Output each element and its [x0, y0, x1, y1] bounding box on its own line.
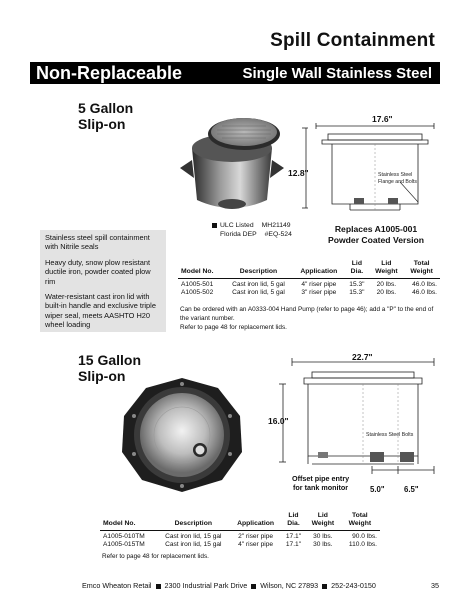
fifteen-gallon-right-dimension: 6.5"	[404, 485, 419, 494]
fifteen-gallon-spec-table: Lid Lid Total Model No. Description Application Dia. Weight Weight A1005-010TM Cast iron lid, 15 gal 2" riser pipe 17.1" 30 lbs. 90.0 lbs. A1005-015TM Cast iron lid, 15 gal 4" riser pipe 17.1" 30 lbs. 110.0 lbs.	[100, 512, 380, 549]
fifteen-gallon-replacement-note: Refer to page 48 for replacement lids.	[102, 553, 209, 560]
page-number: 35	[431, 581, 439, 590]
five-gallon-spec-table: Lid Lid Total Model No. Description Application Dia. Weight Weight A1005-501 Cast iron lid, 5 gal 4" riser pipe 15.3" 20 lbs. 46.0 lbs. A1005-502 Cast iron lid, 5 gal 3" riser pipe 15.3" 20 lbs. 46.0 lbs.	[178, 260, 440, 297]
table-row: A1005-015TM Cast iron lid, 15 gal 4" riser pipe 17.1" 30 lbs. 110.0 lbs.	[103, 541, 377, 548]
five-gallon-title: 5 Gallon Slip-on	[78, 100, 134, 132]
column-header: Description	[156, 520, 230, 531]
five-gallon-replacement-note: Refer to page 48 for replacement lids.	[180, 324, 287, 331]
banner-left-label: Non-Replaceable	[36, 63, 183, 83]
column-header: Application	[293, 268, 344, 279]
column-header: Weight	[403, 268, 440, 279]
column-header: Weight	[369, 268, 403, 279]
fifteen-gallon-dimension-drawing	[288, 352, 438, 492]
fifteen-gallon-height-dimension: 16.0"	[268, 416, 289, 426]
category-banner	[30, 62, 440, 84]
feature-item: Water-resistant cast iron lid with built-in handle and exclusive triple wiper seal, meets AASHTO H20 wheel loading	[45, 292, 156, 330]
column-header: Model No.	[100, 520, 156, 531]
five-gallon-hand-pump-note: Can be ordered with an A0333-004 Hand Pump (refer to page 46); add a "P" to the end of the variant number.	[180, 306, 434, 322]
page-title: Spill Containment	[270, 30, 435, 51]
replaces-note: Replaces A1005-001 Powder Coated Version	[328, 224, 424, 245]
fifteen-gallon-bolts-callout: Stainless Steel Bolts	[366, 432, 414, 438]
banner-right-label: Single Wall Stainless Steel	[242, 65, 432, 82]
five-gallon-height-dimension: 12.8"	[288, 168, 309, 178]
bullet-square-icon	[322, 584, 327, 589]
column-header: Dia.	[344, 268, 369, 279]
fifteen-gallon-product-photo	[118, 376, 246, 494]
column-header: Weight	[306, 520, 340, 531]
feature-item: Stainless steel spill containment with Nitrile seals	[45, 233, 150, 252]
fifteen-gallon-width-dimension: 22.7"	[352, 352, 373, 362]
bullet-square-icon	[156, 584, 161, 589]
offset-pipe-entry-label: Offset pipe entry for tank monitor	[292, 474, 350, 492]
features-box	[40, 230, 166, 332]
fifteen-gallon-title: 15 Gallon Slip-on	[78, 352, 142, 384]
five-gallon-product-photo	[172, 108, 292, 216]
table-row: A1005-502 Cast iron lid, 5 gal 3" riser pipe 15.3" 20 lbs. 46.0 lbs.	[181, 289, 437, 296]
bullet-square-icon	[251, 584, 256, 589]
footer-contact: Emco Wheaton Retail 2300 Industrial Park Drive Wilson, NC 27893 252-243-0150	[82, 581, 376, 590]
fifteen-gallon-offset-dimension: 5.0"	[370, 485, 385, 494]
five-gallon-width-dimension: 17.6"	[372, 114, 393, 124]
column-header: Description	[224, 268, 294, 279]
column-header: Model No.	[178, 268, 224, 279]
table-row: A1005-501 Cast iron lid, 5 gal 4" riser pipe 15.3" 20 lbs. 46.0 lbs.	[181, 281, 437, 288]
column-header: Weight	[340, 520, 380, 531]
five-gallon-flange-callout: Stainless Steel Flange and Bolts	[378, 172, 417, 185]
bullet-square-icon	[212, 223, 217, 228]
table-row: A1005-010TM Cast iron lid, 15 gal 2" riser pipe 17.1" 30 lbs. 90.0 lbs.	[103, 533, 377, 540]
column-header: Dia.	[281, 520, 306, 531]
column-header: Application	[230, 520, 281, 531]
certification-list: ULC Listed MH21149 Florida DEP #EQ-524	[212, 221, 292, 239]
feature-item: Heavy duty, snow plow resistant ductile iron, powder coated plow rim	[45, 257, 151, 286]
five-gallon-dimension-drawing	[310, 122, 440, 218]
